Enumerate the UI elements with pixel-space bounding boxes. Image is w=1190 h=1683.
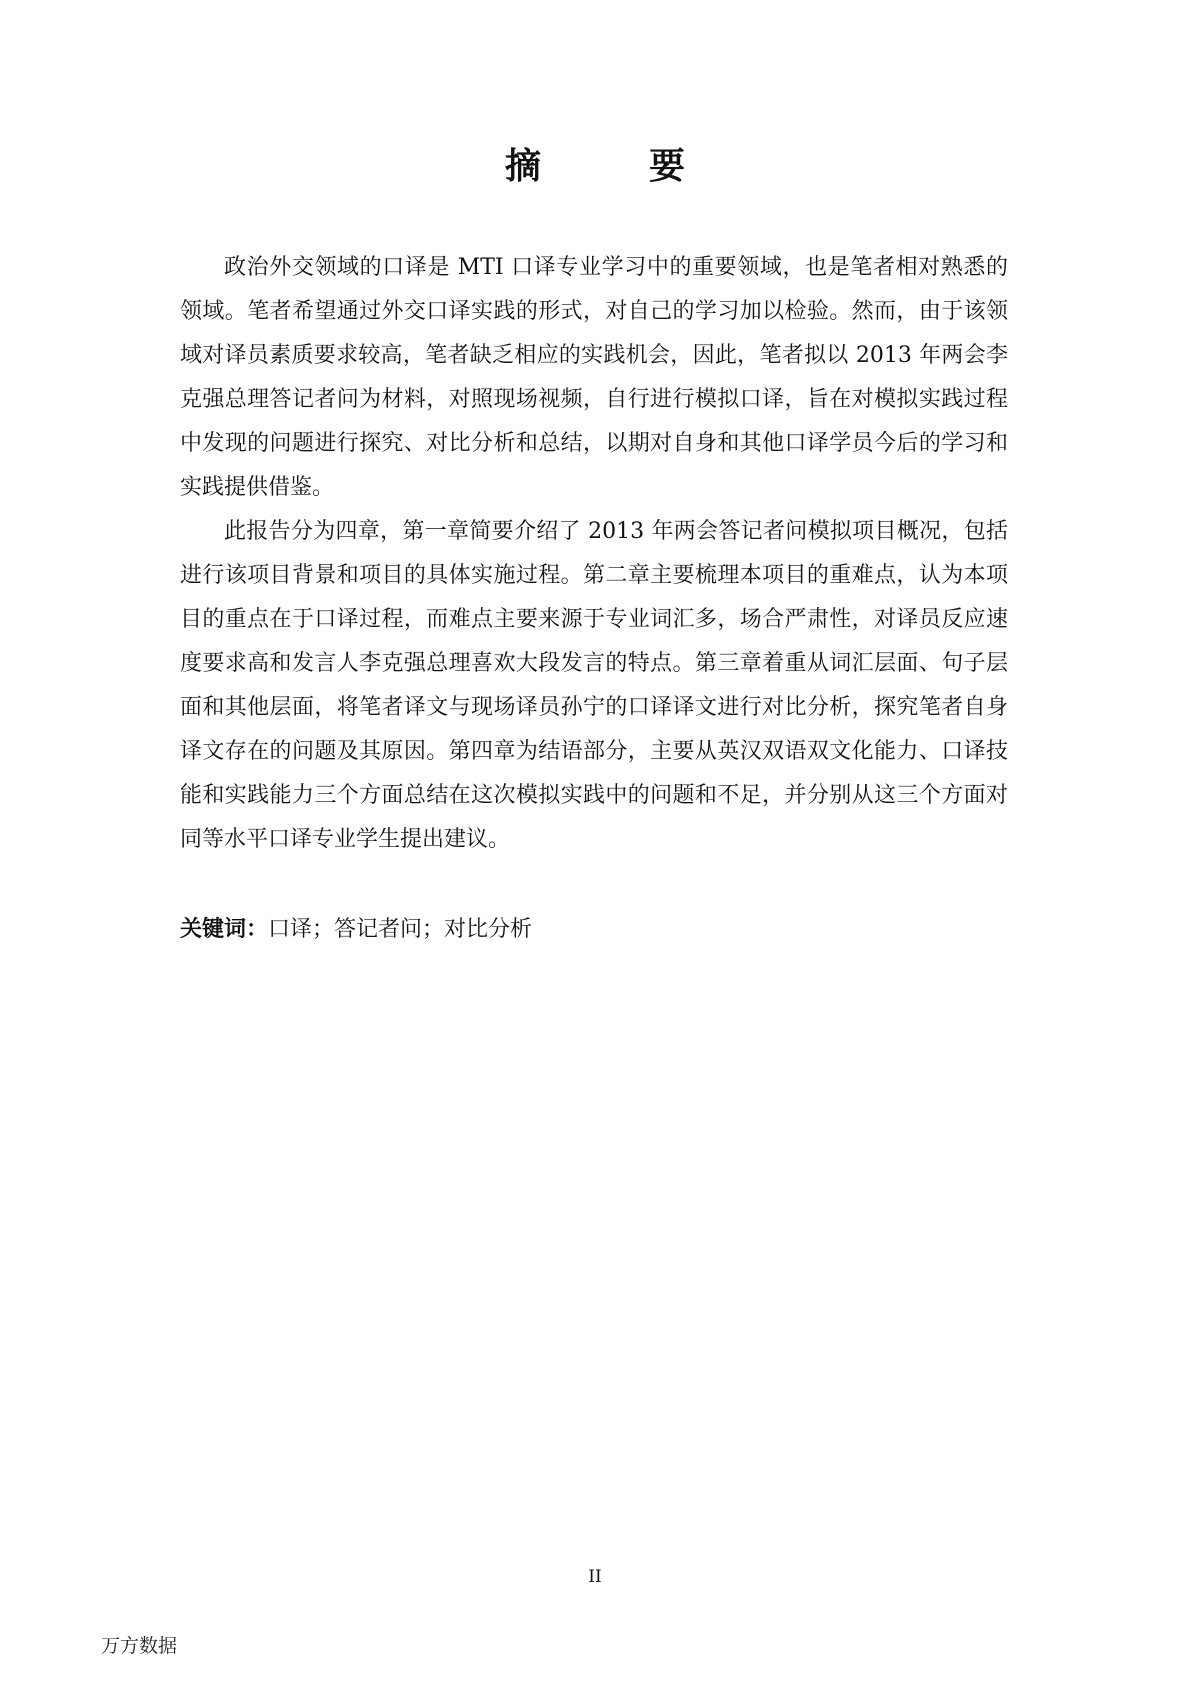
abstract-paragraph-1: 政治外交领域的口译是 MTI 口译专业学习中的重要领域，也是笔者相对熟悉的领域。笔者希望通过外交口译实践的形式，对自己的学习加以检验。然而，由于该领域对译员素质要求较高，笔者缺乏相应的实践机会，因此，笔者拟以 2013 年两会李克强总理答记者问为材料，对照现场视频，自行进行模拟口译，旨在对模拟实践过程中发现的问题进行探究、对比分析和总结，以期对自身和其他口译学员今后的学习和实践提供借鉴。 [180, 255, 1008, 500]
keywords-line [180, 907, 1008, 952]
page-number: II [588, 1567, 602, 1587]
page-title: 摘 要 [504, 145, 721, 187]
abstract-paragraph-2: 此报告分为四章，第一章简要介绍了 2013 年两会答记者问模拟项目概况，包括进行该项目背景和项目的具体实施过程。第二章主要梳理本项目的重难点，认为本项目的重点在于口译过程，而难点主要来源于专业词汇多，场合严肃性，对译员反应速度要求高和发言人李克强总理喜欢大段发言的特点。第三章着重从词汇层面、句子层面和其他层面，将笔者译文与现场译员孙宁的口译译文进行对比分析，探究笔者自身译文存在的问题及其原因。第四章为结语部分，主要从英汉双语双文化能力、口译技能和实践能力三个方面总结在这次模拟实践中的问题和不足，并分别从这三个方面对同等水平口译专业学生提出建议。 [180, 519, 1008, 852]
abstract-body [180, 246, 1008, 862]
watermark-text: 万方数据 [101, 1635, 178, 1657]
keywords-value: 口译；答记者问；对比分析 [268, 917, 533, 942]
keywords-label: 关键词： [180, 916, 269, 942]
